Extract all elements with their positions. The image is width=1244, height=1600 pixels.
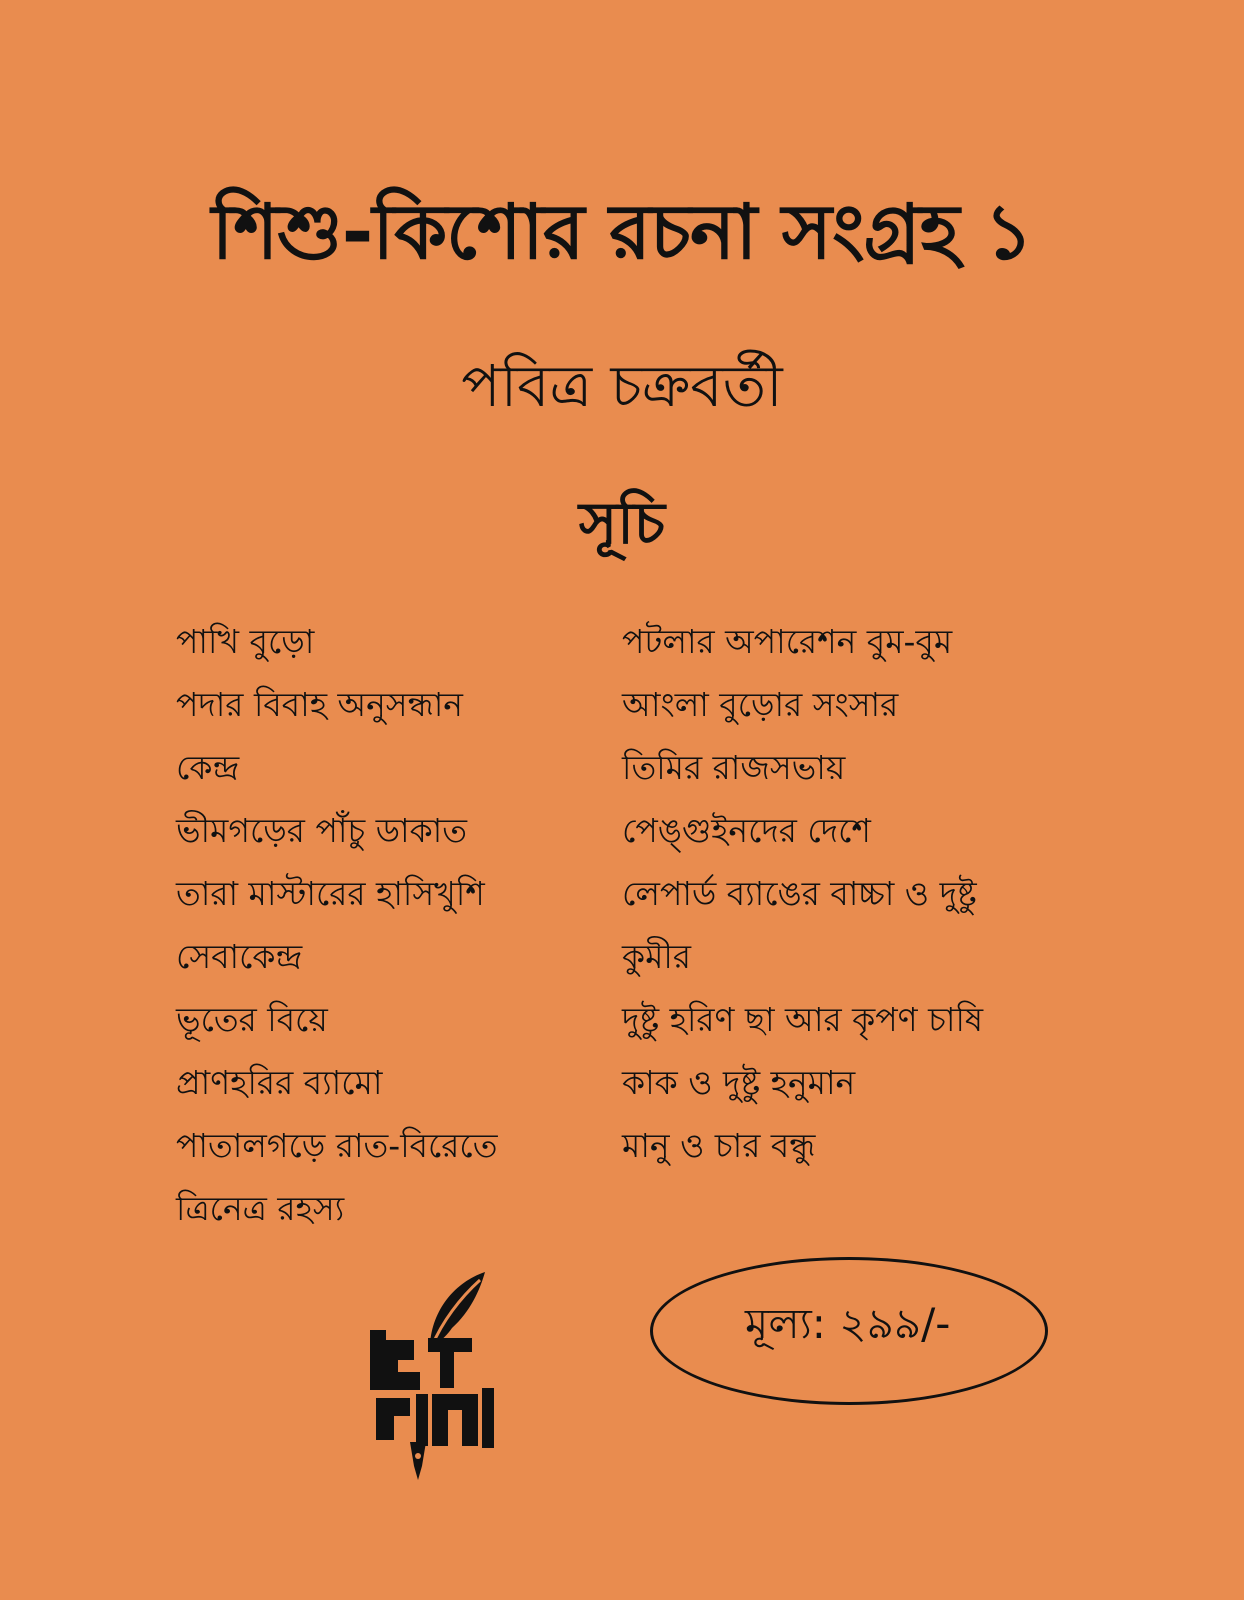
toc-item: কাক ও দুষ্টু হনুমান xyxy=(622,1063,856,1102)
price-label: মূল্য: ২৯৯/- xyxy=(745,1299,951,1348)
toc-item: ভূতের বিয়ে xyxy=(176,1000,328,1039)
toc-item: ভীমগড়ের পাঁচু ডাকাত xyxy=(176,811,467,850)
publisher-logo xyxy=(370,1270,500,1480)
toc-heading: সূচি xyxy=(578,489,666,557)
toc-list-right xyxy=(622,622,1102,1189)
toc-item: মানু ও চার বন্ধু xyxy=(622,1126,816,1165)
toc-item: কুমীর xyxy=(622,937,692,976)
toc-item: পাতালগড়ে রাত-বিরেতে xyxy=(176,1126,498,1165)
toc-item: দুষ্টু হরিণ ছা আর কৃপণ চাষি xyxy=(622,1000,984,1039)
toc-item: কেন্দ্র xyxy=(176,748,240,787)
author-name: পবিত্র চক্রবর্তী xyxy=(461,352,783,420)
feather-pen-nib-icon xyxy=(370,1270,500,1480)
toc-item: পটলার অপারেশন বুম-বুম xyxy=(622,622,953,661)
toc-item: তারা মাস্টারের হাসিখুশি xyxy=(176,874,485,913)
toc-item: প্রাণহরির ব্যামো xyxy=(176,1063,383,1102)
toc-item: আংলা বুড়োর সংসার xyxy=(622,685,899,724)
toc-item: সেবাকেন্দ্র xyxy=(176,937,303,976)
toc-item: পাখি বুড়ো xyxy=(176,622,315,661)
toc-item: পদার বিবাহ অনুসন্ধান xyxy=(176,685,463,724)
toc-list-left xyxy=(176,622,596,1252)
toc-item: লেপার্ড ব্যাঙের বাচ্চা ও দুষ্টু xyxy=(622,874,977,913)
toc-item: পেঙ্গুইনদের দেশে xyxy=(622,811,871,850)
toc-item: তিমির রাজসভায় xyxy=(622,748,846,787)
book-title: শিশু-কিশোর রচনা সংগ্রহ ১ xyxy=(211,187,1033,276)
toc-item: ত্রিনেত্র রহস্য xyxy=(176,1189,345,1228)
